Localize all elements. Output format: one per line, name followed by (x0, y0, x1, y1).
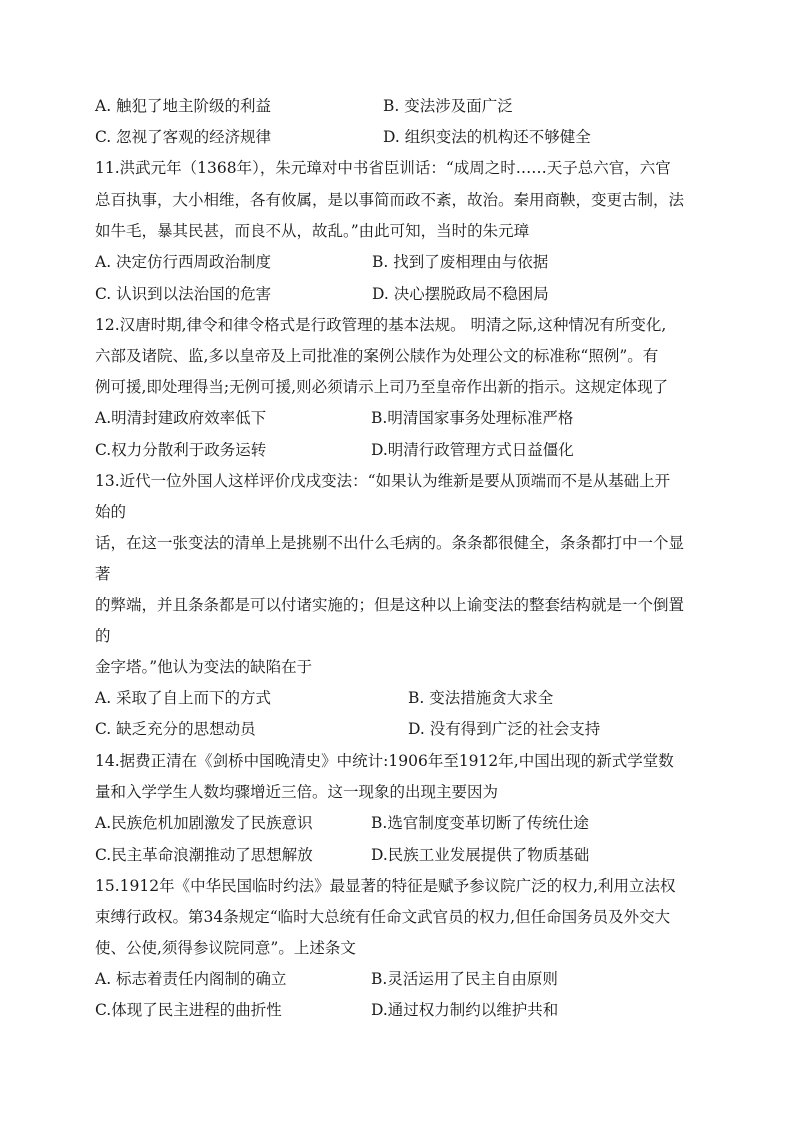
q10-option-a: A. 触犯了地主阶级的利益 (95, 97, 272, 115)
q10-option-c: C. 忽视了客观的经济规律 (95, 128, 272, 146)
q11-stem-line-2: 总百执事，大小相维，各有攸属，是以事简而政不紊，故治。秦用商鞅，变更古制，法 (95, 191, 685, 209)
q14-stem-line-2: 量和入学学生人数均骤增近三倍。这一现象的出现主要因为 (95, 783, 499, 801)
q12-option-d: D.明清行政管理方式日益僵化 (371, 441, 574, 459)
q13-stem-line-7: 金字塔。”他认为变法的缺陷在于 (95, 658, 313, 676)
q14-option-c: C.民主革命浪潮推动了思想解放 (95, 846, 313, 864)
q15-stem-line-3: 使、公使,须得参议院同意”。上述条文 (95, 939, 356, 957)
q12-stem-line-2: 六部及诸院、监,多以皇帝及上司批准的案例公牍作为处理公文的标准称“照例”。有 (95, 347, 659, 365)
q10-option-b: B. 变法涉及面广泛 (383, 97, 513, 115)
q15-option-d: D.通过权力制约以维护共和 (371, 1001, 559, 1019)
q15-option-c: C.体现了民主进程的曲折性 (95, 1001, 282, 1019)
q14-option-d: D.民族工业发展提供了物质基础 (371, 846, 590, 864)
q11-option-d: D. 决心摆脱政局不稳困局 (372, 285, 549, 303)
q13-option-b: B. 变法措施贪大求全 (408, 689, 554, 707)
q13-stem-line-3: 话，在这一张变法的清单上是挑剔不出什么毛病的。条条都很健全，条条都打中一个显 (95, 534, 685, 552)
q11-stem-line-1: 11.洪武元年（1368年），朱元璋对中书省臣训话：“成周之时……天子总六官，六官 (95, 159, 671, 177)
q14-option-b: B.选官制度变革切断了传统仕途 (371, 814, 589, 832)
q11-option-a: A. 决定仿行西周政治制度 (95, 253, 272, 271)
q12-stem-line-3: 例可援,即处理得当;无例可援,则必须请示上司乃至皇帝作出新的指示。这规定体现了 (95, 378, 669, 396)
q13-stem-line-4: 著 (95, 565, 111, 583)
q15-option-a: A. 标志着责任内阁制的确立 (95, 970, 287, 988)
q13-option-c: C. 缺乏充分的思想动员 (95, 720, 256, 738)
q14-option-a: A.民族危机加剧激发了民族意识 (95, 814, 313, 832)
q12-stem-line-1: 12.汉唐时期,律令和律令格式是行政管理的基本法规。 明清之际,这种情况有所变化, (95, 316, 667, 334)
q13-option-a: A. 采取了自上而下的方式 (95, 689, 272, 707)
q12-option-b: B.明清国家事务处理标准严格 (371, 409, 574, 427)
q13-option-d: D. 没有得到广泛的社会支持 (408, 720, 601, 738)
q14-stem-line-1: 14.据费正清在《剑桥中国晚清史》中统计:1906年至1912年,中国出现的新式学堂数 (95, 752, 674, 770)
q13-stem-line-2: 始的 (95, 503, 127, 521)
q12-option-c: C.权力分散利于政务运转 (95, 441, 267, 459)
q11-option-c: C. 认识到以法治国的危害 (95, 285, 272, 303)
q12-option-a: A.明清封建政府效率低下 (95, 409, 267, 427)
q11-option-b: B. 找到了废相理由与依据 (372, 253, 549, 271)
q15-stem-line-2: 束缚行政权。第34条规定“临时大总统有任命文武官员的权力,但任命国务员及外交大 (95, 908, 671, 926)
q15-stem-line-1: 15.1912年《中华民国临时约法》最显著的特征是赋予参议院广泛的权力,利用立法权 (95, 877, 676, 895)
q13-stem-line-6: 的 (95, 627, 111, 645)
q11-stem-line-3: 如牛毛，暴其民甚，而良不从，故乱。”由此可知，当时的朱元璋 (95, 222, 530, 240)
q13-stem-line-5: 的弊端，并且条条都是可以付诸实施的；但是这种以上谕变法的整套结构就是一个倒置 (95, 596, 685, 614)
q15-option-b: B.灵活运用了民主自由原则 (371, 970, 558, 988)
q13-stem-line-1: 13.近代一位外国人这样评价戊戌变法：“如果认为维新是要从顶端而不是从基础上开 (95, 472, 671, 490)
q10-option-d: D. 组织变法的机构还不够健全 (383, 128, 591, 146)
